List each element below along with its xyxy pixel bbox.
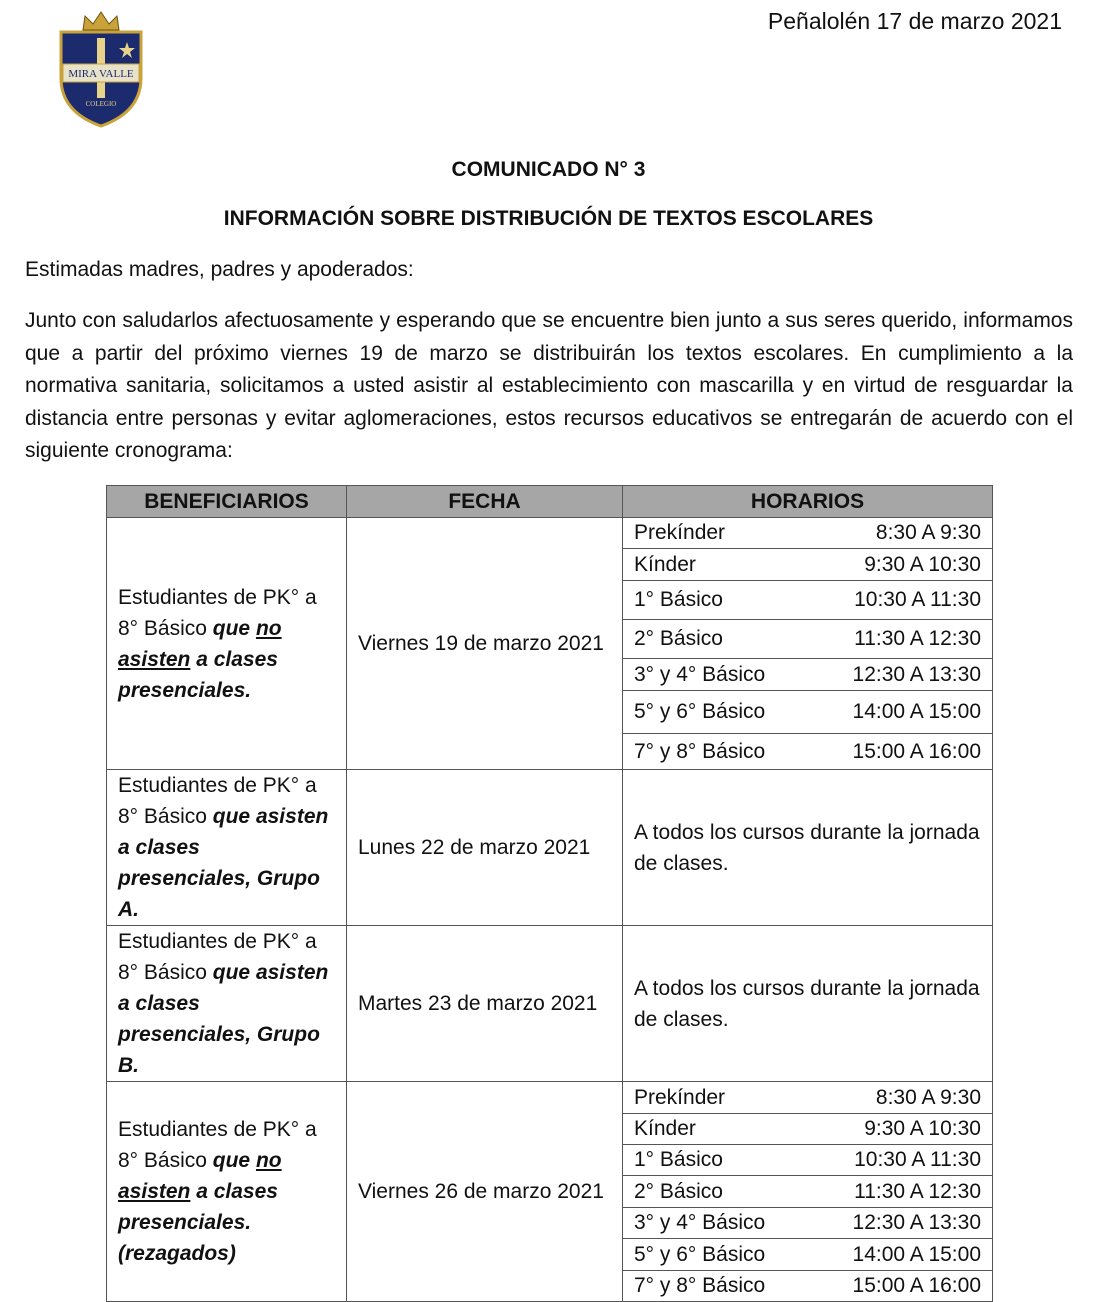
fecha-cell: Martes 23 de marzo 2021 [347,926,623,1082]
header-beneficiarios: BENEFICIARIOS [107,486,347,518]
horario-cell: Kínder 9:30 A 10:30 [623,1114,993,1145]
logo-text: MIRA VALLE [68,68,134,80]
body-paragraph: Junto con saludarlos afectuosamente y esperando que se encuentre bien junto a sus seres querido, informamos que a partir del próximo viernes 19 de marzo se distribuirán los textos escolares. En cumplimiento a la normativa sanitaria, solicitamos a usted asistir al establecimiento con mascarilla y en virtud de resguardar la distancia entre personas y evitar aglomeraciones, estos recursos educativos se entregarán de acuerdo con el siguiente cronograma: [25,309,1073,462]
horario-cell: 3° y 4° Básico 12:30 A 13:30 [623,1208,993,1239]
horario-cell: Prekínder 8:30 A 9:30 [623,1082,993,1114]
horario-cell: 2° Básico 11:30 A 12:30 [623,1176,993,1208]
horario-cell: 1° Básico 10:30 A 11:30 [623,1145,993,1176]
table-header-row [107,486,993,518]
document-date: Peñalolén 17 de marzo 2021 [767,8,1062,34]
horario-cell: Kínder 9:30 A 10:30 [623,549,993,581]
fecha-cell: Viernes 26 de marzo 2021 [347,1082,623,1302]
horario-cell: 5° y 6° Básico 14:00 A 15:00 [623,1239,993,1271]
school-crest-icon [55,8,147,128]
table-row [107,770,993,926]
table-row [107,518,993,549]
horario-cell: 3° y 4° Básico 12:30 A 13:30 [623,659,993,691]
horario-cell: 5° y 6° Básico 14:00 A 15:00 [623,691,993,734]
horario-note: A todos los cursos durante la jornada de clases. [623,770,993,926]
beneficiarios-cell: Estudiantes de PK° a 8° Básico que asisten a clases presenciales, Grupo A. [107,770,347,926]
horario-cell: 2° Básico 11:30 A 12:30 [623,620,993,659]
fecha-cell: Viernes 19 de marzo 2021 [347,518,623,770]
document-title: COMUNICADO N° 3 [451,158,646,181]
schedule-table [106,485,993,1302]
header-fecha: FECHA [347,486,623,518]
horario-note: A todos los cursos durante la jornada de clases. [623,926,993,1082]
logo-subtext: COLEGIO [85,100,117,108]
beneficiarios-cell: Estudiantes de PK° a 8° Básico que no asisten a clases presenciales. [107,518,347,770]
beneficiarios-cell: Estudiantes de PK° a 8° Básico que asisten a clases presenciales, Grupo B. [107,926,347,1082]
horario-cell: 7° y 8° Básico 15:00 A 16:00 [623,734,993,770]
greeting: Estimadas madres, padres y apoderados: [25,258,414,281]
horario-cell: Prekínder 8:30 A 9:30 [623,518,993,549]
table-row [107,926,993,1082]
fecha-cell: Lunes 22 de marzo 2021 [347,770,623,926]
table-row [107,1082,993,1114]
horario-cell: 7° y 8° Básico 15:00 A 16:00 [623,1271,993,1302]
horario-cell: 1° Básico 10:30 A 11:30 [623,581,993,620]
header-horarios: HORARIOS [623,486,993,518]
document-subtitle: INFORMACIÓN SOBRE DISTRIBUCIÓN DE TEXTOS ESCOLARES [223,207,874,230]
beneficiarios-cell: Estudiantes de PK° a 8° Básico que no asisten a clases presenciales. (rezagados) [107,1082,347,1302]
